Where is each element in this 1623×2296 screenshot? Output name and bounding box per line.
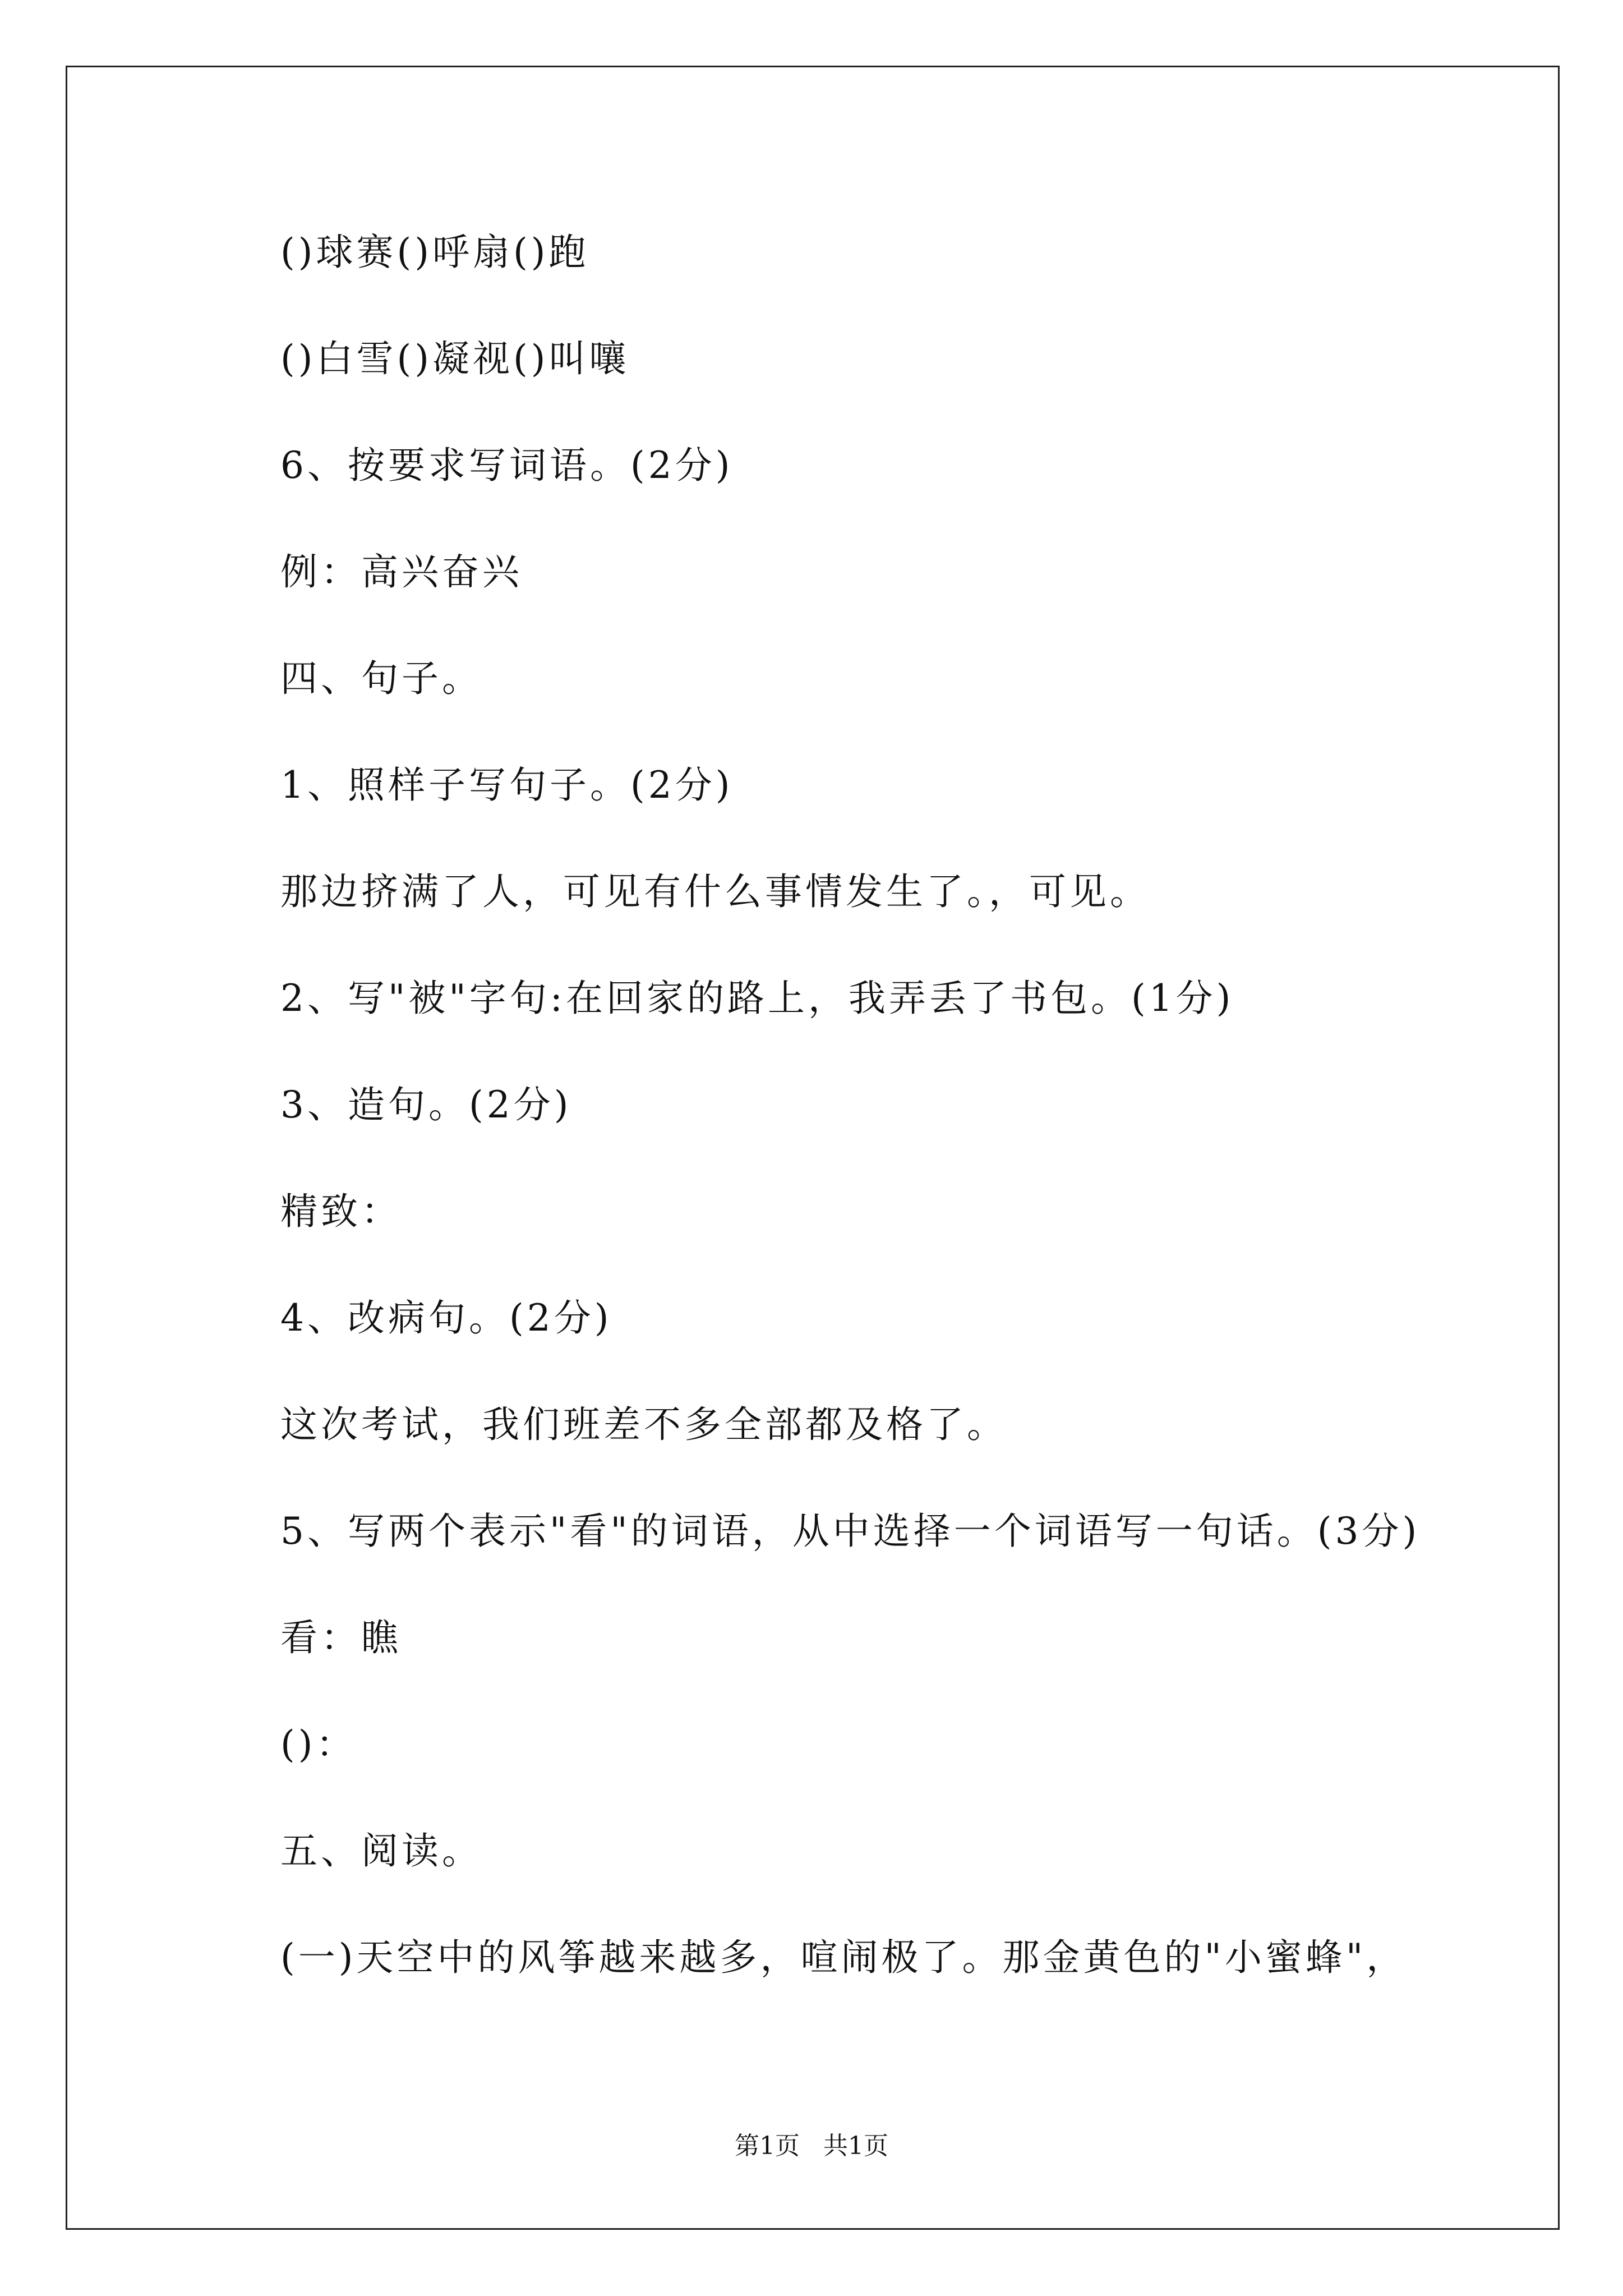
page-footer: 第1页 共1页 bbox=[735, 2132, 888, 2160]
section-heading-reading: 五、阅读。 bbox=[280, 1829, 482, 1872]
section-heading-sentences: 四、句子。 bbox=[280, 657, 482, 700]
line-14: 看：瞧 bbox=[280, 1616, 402, 1659]
line-9: 3、造句。(2分) bbox=[280, 1083, 572, 1126]
line-11: 4、改病句。(2分) bbox=[280, 1296, 612, 1340]
line-17: (一)天空中的风筝越来越多，喧闹极了。那金黄色的"小蜜蜂"， bbox=[280, 1936, 1407, 1979]
line-12: 这次考试，我们班差不多全部都及格了。 bbox=[280, 1403, 1007, 1446]
line-3: 6、按要求写词语。(2分) bbox=[280, 444, 734, 487]
line-8: 2、写"被"字句:在回家的路上，我弄丢了书包。(1分) bbox=[280, 977, 1234, 1020]
line-2: ()白雪()凝视()叫嚷 bbox=[280, 337, 630, 380]
line-6: 1、照样子写句子。(2分) bbox=[280, 763, 734, 807]
line-15: ()： bbox=[280, 1723, 357, 1766]
line-7: 那边挤满了人，可见有什么事情发生了。，可见。 bbox=[280, 870, 1150, 913]
line-10: 精致： bbox=[280, 1190, 402, 1233]
page-border bbox=[66, 66, 1560, 2230]
line-1: ()球赛()呼扇()跑 bbox=[280, 231, 589, 274]
line-13: 5、写两个表示"看"的词语，从中选择一个词语写一句话。(3分) bbox=[280, 1510, 1421, 1553]
line-4: 例：高兴奋兴 bbox=[280, 550, 523, 593]
